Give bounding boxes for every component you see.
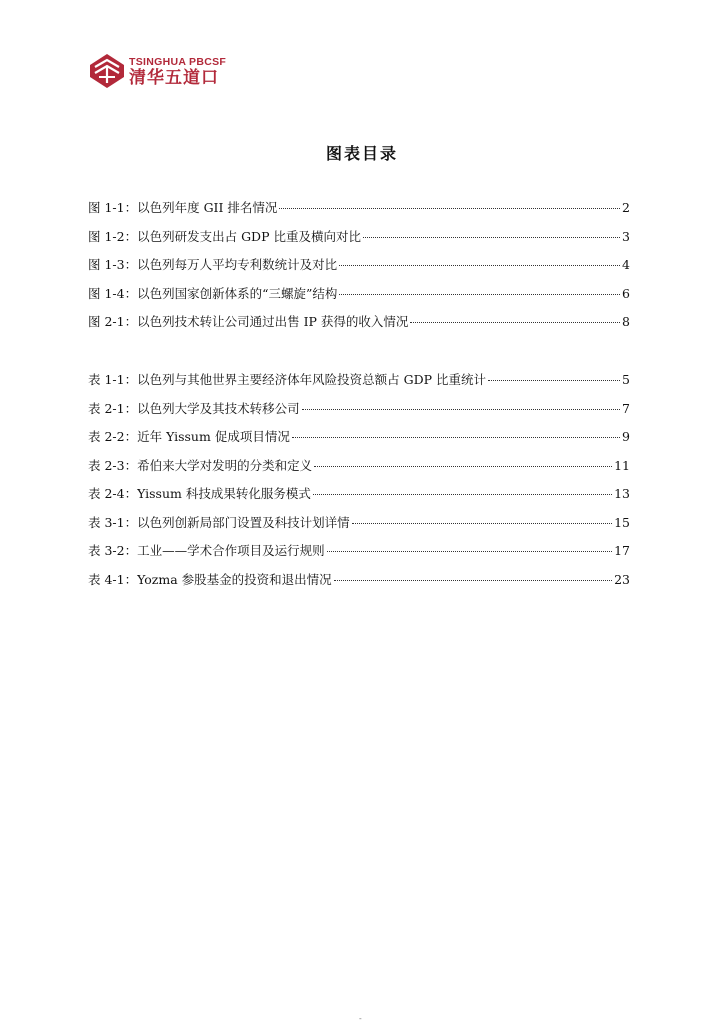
toc-entry-page: 15 <box>614 514 630 530</box>
dot-leader <box>302 409 620 410</box>
dot-leader <box>279 208 620 209</box>
toc-entry-page: 5 <box>622 372 630 387</box>
page-title: 图表目录 <box>325 144 398 163</box>
toc-entry-page: 7 <box>622 400 630 416</box>
table-list <box>88 370 630 598</box>
toc-entry[interactable] <box>88 312 630 341</box>
toc-entry-page: 23 <box>614 571 630 587</box>
logo-text-cn: 清华五道口 <box>129 68 219 88</box>
dot-leader <box>314 466 612 467</box>
toc-entry-label: 图 1-4：以色列国家创新体系的“三螺旋”结构 <box>88 285 338 301</box>
dot-leader <box>352 523 612 524</box>
logo-text-en: TSINGHUA PBCSF <box>129 56 227 68</box>
toc-entry[interactable] <box>88 227 630 256</box>
toc-entry[interactable] <box>88 456 630 485</box>
toc-entry-label: 表 2-4：Yissum 科技成果转化服务模式 <box>88 486 311 501</box>
toc-entry-label: 表 1-1：以色列与其他世界主要经济体年风险投资总额占 GDP 比重统计 <box>88 372 486 387</box>
toc-entry-label: 表 2-3：希伯来大学对发明的分类和定义 <box>88 457 313 473</box>
logo-mark-icon <box>89 53 125 89</box>
logo <box>89 53 249 89</box>
toc-entry-page: 17 <box>614 543 630 558</box>
dot-leader <box>410 322 620 323</box>
dot-leader <box>339 265 620 266</box>
dot-leader <box>488 380 620 381</box>
toc-entry[interactable] <box>88 198 630 227</box>
toc-entry-label: 图 1-3：以色列每万人平均专利数统计及对比 <box>88 257 338 272</box>
dot-leader <box>313 494 612 495</box>
dot-leader <box>292 437 620 438</box>
toc-entry[interactable] <box>88 370 630 399</box>
toc-entry-page: 9 <box>622 429 630 444</box>
page-footer-mark: - <box>359 1014 362 1023</box>
toc-entry-label: 表 3-2：工业——学术合作项目及运行规则 <box>88 543 325 558</box>
toc-entry[interactable] <box>88 255 630 284</box>
toc-entry-label: 表 2-1：以色列大学及其技术转移公司 <box>88 400 300 416</box>
dot-leader <box>327 551 612 552</box>
dot-leader <box>339 294 620 295</box>
toc-entry[interactable] <box>88 541 630 570</box>
toc-entry-page: 11 <box>614 457 630 473</box>
toc-entry-label: 表 3-1：以色列创新局部门设置及科技计划详情 <box>88 514 350 530</box>
dot-leader <box>363 237 620 238</box>
toc-entry[interactable] <box>88 513 630 542</box>
toc-entry-page: 3 <box>622 228 630 244</box>
toc-entry[interactable] <box>88 427 630 456</box>
toc-entry[interactable] <box>88 570 630 599</box>
toc-entry[interactable] <box>88 284 630 313</box>
toc-entry[interactable] <box>88 484 630 513</box>
dot-leader <box>334 580 612 581</box>
figure-list <box>88 198 630 341</box>
toc-entry-label: 图 2-1：以色列技术转让公司通过出售 IP 获得的收入情况 <box>88 314 409 329</box>
toc-entry-label: 图 1-1：以色列年度 GII 排名情况 <box>88 200 278 215</box>
toc-entry-page: 4 <box>622 257 630 272</box>
toc-entry-label: 图 1-2：以色列研发支出占 GDP 比重及横向对比 <box>88 228 361 244</box>
toc-entry-page: 8 <box>622 314 630 329</box>
toc-entry-label: 表 2-2：近年 Yissum 促成项目情况 <box>88 429 290 444</box>
toc-entry-page: 2 <box>622 200 630 215</box>
toc-entry-page: 13 <box>614 486 630 501</box>
toc-entry-page: 6 <box>622 285 630 301</box>
toc-entry[interactable] <box>88 399 630 428</box>
toc-entry-label: 表 4-1：Yozma 参股基金的投资和退出情况 <box>88 571 332 587</box>
